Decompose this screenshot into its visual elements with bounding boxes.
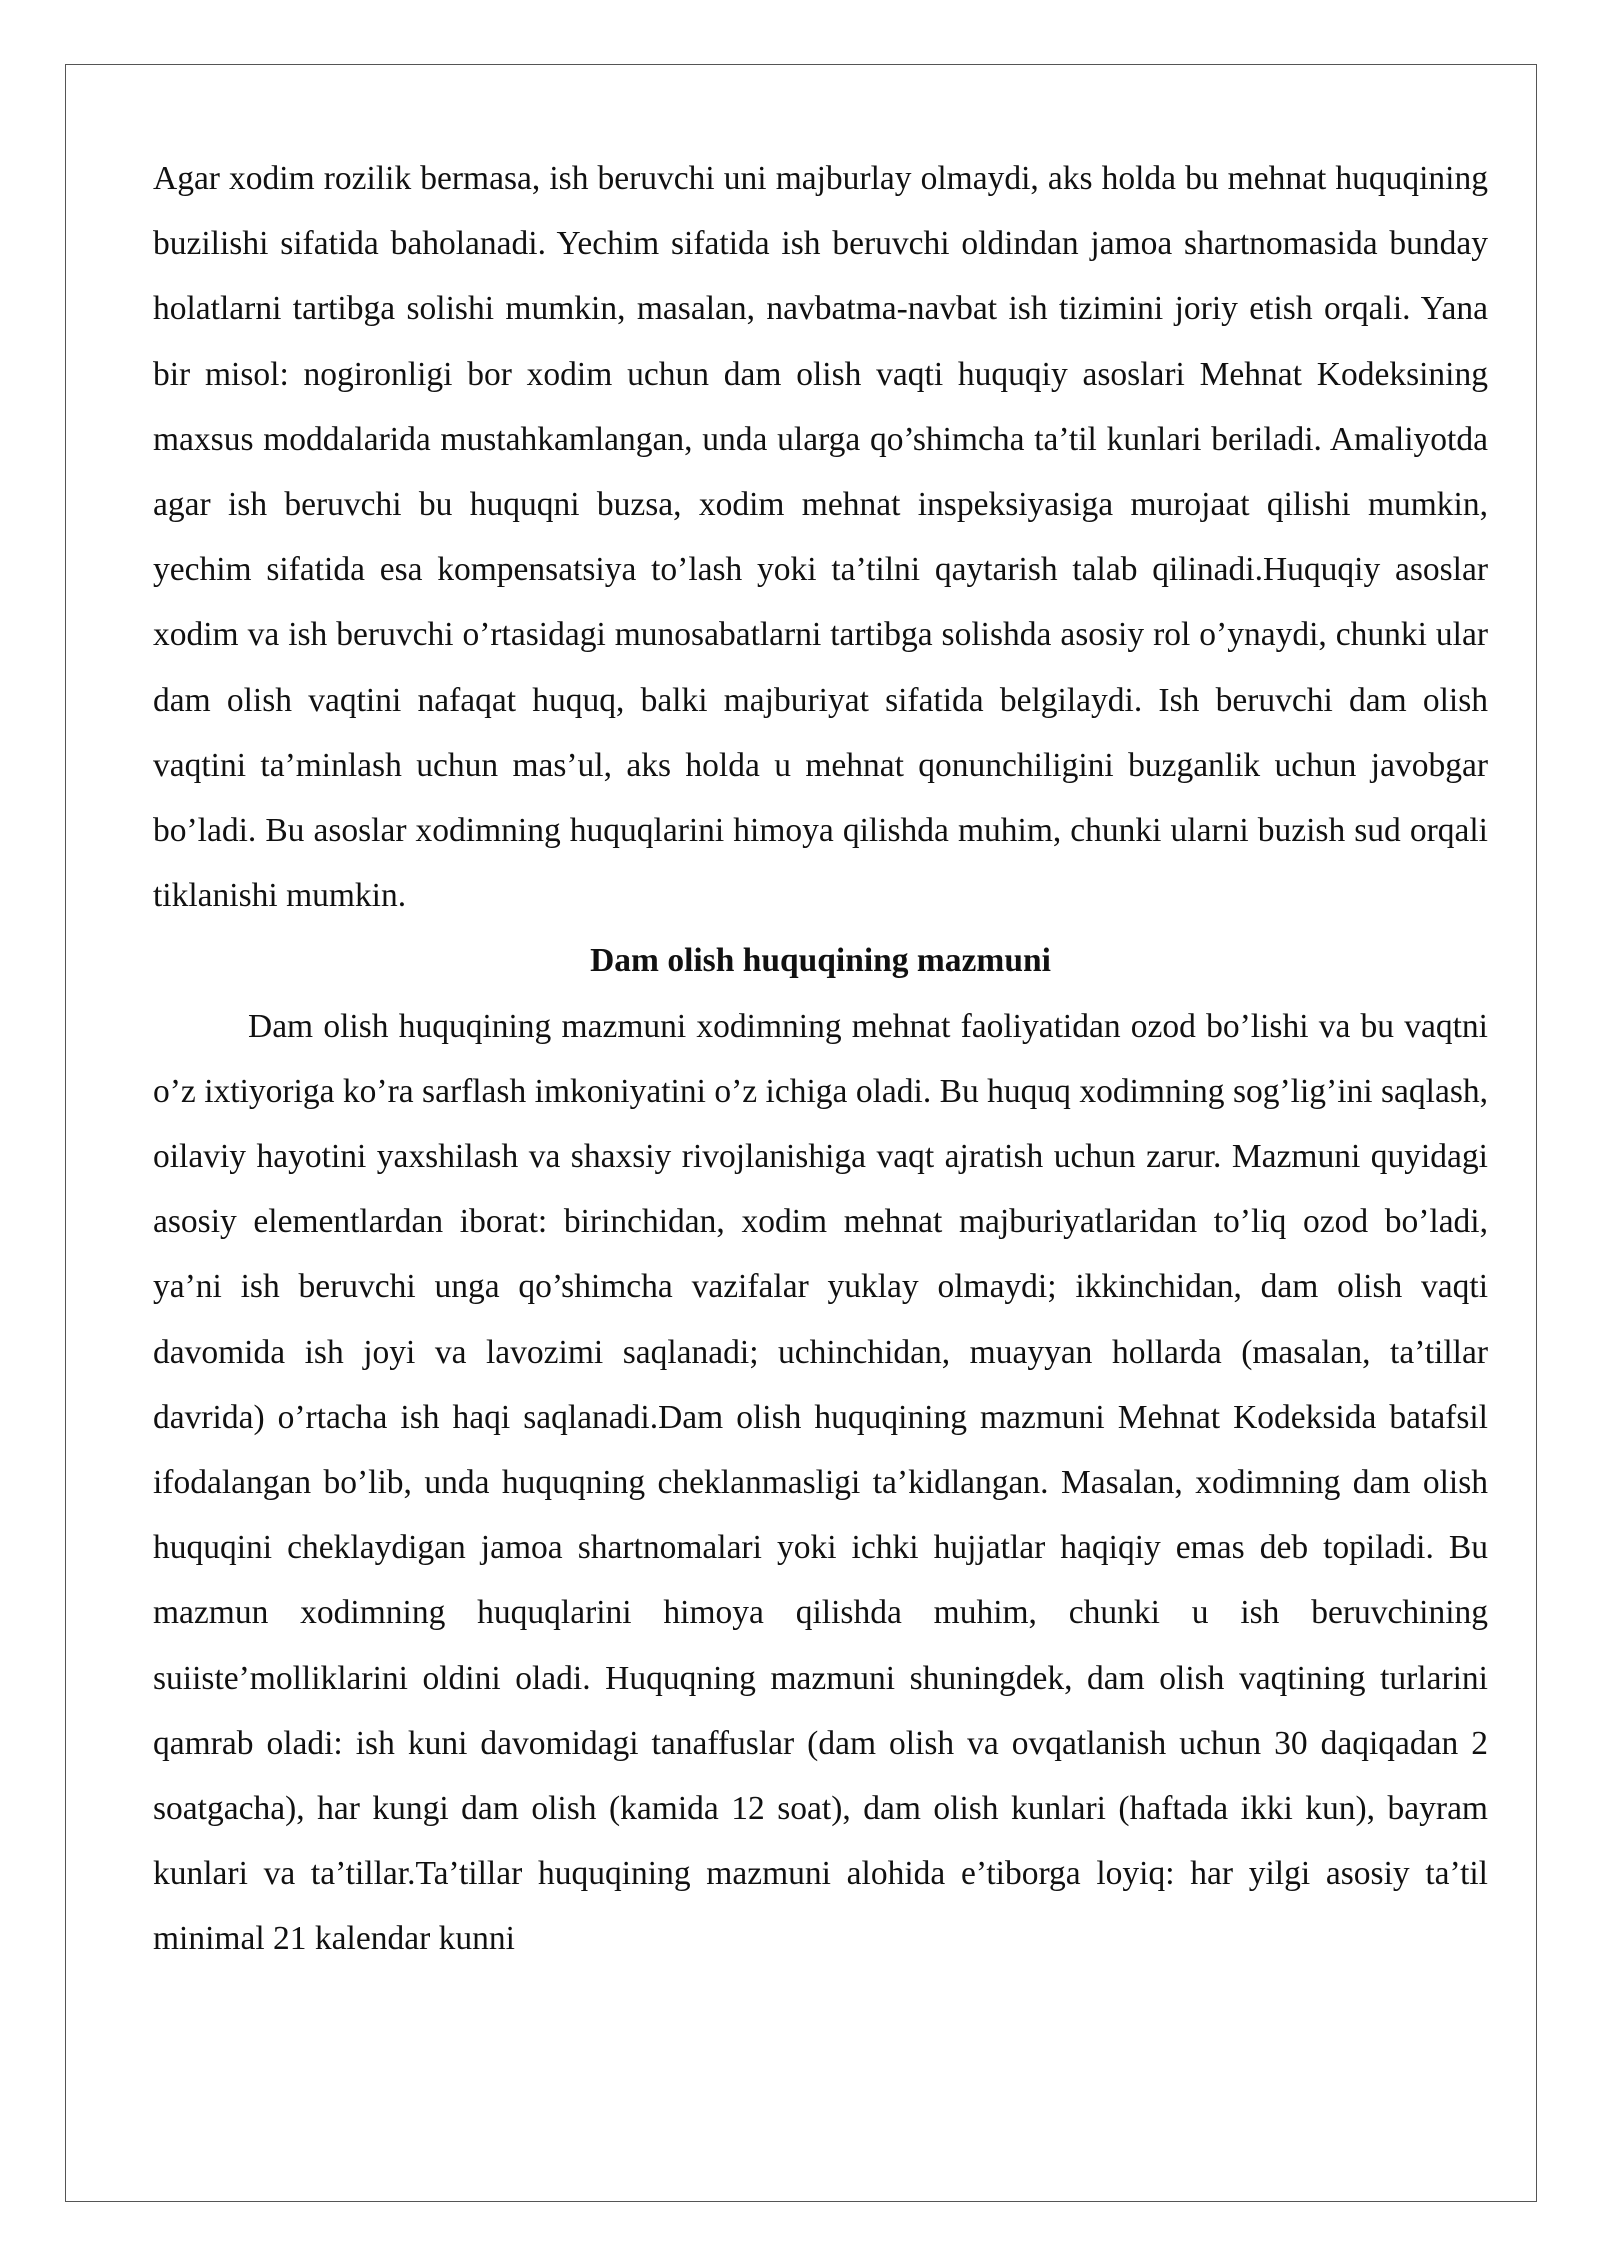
document-body [153,146,1488,1972]
paragraph-legal-basis: Agar xodim rozilik bermasa, ish beruvchi uni majburlay olmaydi, aks holda bu mehnat huquqining buzilishi sifatida baholanadi. Yechim sifatida ish beruvchi oldindan jamoa shartnomasida bunday holatlarni tartibga solishi mumkin, masalan, navbatma-navbat ish tizimini joriy etish orqali. Yana bir misol: nogironligi bor xodim uchun dam olish vaqti huquqiy asoslari Mehnat Kodeksining maxsus moddalarida mustahkamlangan, unda ularga qo’shimcha ta’til kunlari beriladi. Amaliyotda agar ish beruvchi bu huquqni buzsa, xodim mehnat inspeksiyasiga murojaat qilishi mumkin, yechim sifatida esa kompensatsiya to’lash yoki ta’tilni qaytarish talab qilinadi.Huquqiy asoslar xodim va ish beruvchi o’rtasidagi munosabatlarni tartibga solishda asosiy rol o’ynaydi, chunki ular dam olish vaqtini nafaqat huquq, balki majburiyat sifatida belgilaydi. Ish beruvchi dam olish vaqtini ta’minlash uchun mas’ul, aks holda u mehnat qonunchiligini buzganlik uchun javobgar bo’ladi. Bu asoslar xodimning huquqlarini himoya qilishda muhim, chunki ularni buzish sud orqali tiklanishi mumkin. [153,160,1488,915]
paragraph-right-content: Dam olish huquqining mazmuni xodimning mehnat faoliyatidan ozod bo’lishi va bu vaqtni o’z ixtiyoriga ko’ra sarflash imkoniyatini o’z ichiga oladi. Bu huquq xodimning sog’lig’ini saqlash, oilaviy hayotini yaxshilash va shaxsiy rivojlanishiga vaqt ajratish uchun zarur. Mazmuni quyidagi asosiy elementlardan iborat: birinchidan, xodim mehnat majburiyatlaridan to’liq ozod bo’ladi, ya’ni ish beruvchi unga qo’shimcha vazifalar yuklay olmaydi; ikkinchidan, dam olish vaqti davomida ish joyi va lavozimi saqlanadi; uchinchidan, muayyan hollarda (masalan, ta’tillar davrida) o’rtacha ish haqi saqlanadi.Dam olish huquqining mazmuni Mehnat Kodeksida batafsil ifodalangan bo’lib, unda huquqning cheklanmasligi ta’kidlangan. Masalan, xodimning dam olish huquqini cheklaydigan jamoa shartnomalari yoki ichki hujjatlar haqiqiy emas deb topiladi. Bu mazmun xodimning huquqlarini himoya qilishda muhim, chunki u ish beruvchining suiiste’molliklarini oldini oladi. Huquqning mazmuni shuningdek, dam olish vaqtining turlarini qamrab oladi: ish kuni davomidagi tanaffuslar (dam olish va ovqatlanish uchun 30 daqiqadan 2 soatgacha), har kungi dam olish (kamida 12 soat), dam olish kunlari (haftada ikki kun), bayram kunlari va ta’tillar.Ta’tillar huquqining mazmuni alohida e’tiborga loyiq: har yilgi asosiy ta’til minimal 21 kalendar kunni [153,1007,1488,1958]
section-heading: Dam olish huquqining mazmuni [590,942,1051,980]
